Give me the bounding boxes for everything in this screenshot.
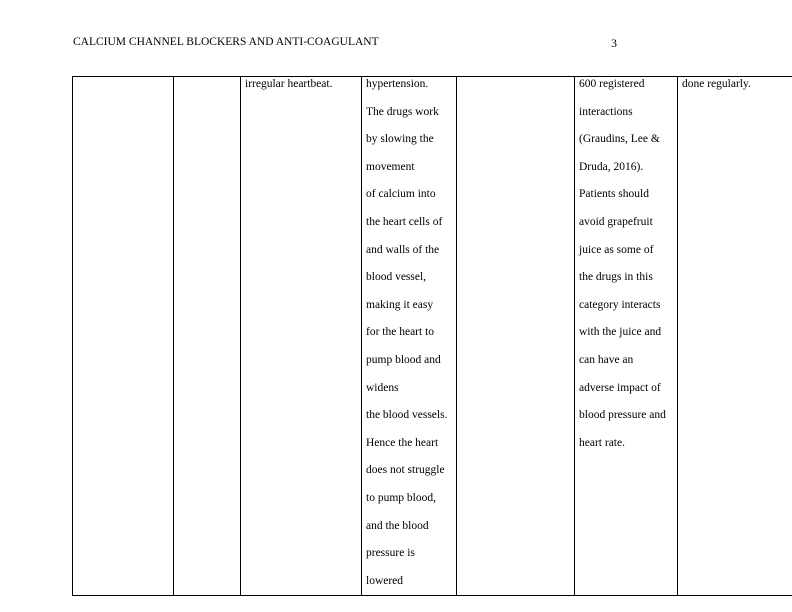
cell-text-line: 600 registered [579,78,645,90]
table-cell-5 [457,77,575,596]
cell-text-line: heart rate. [579,436,625,449]
cell-text-line: Hence the heart [366,436,439,449]
cell-text-line: juice as some of [579,243,654,256]
cell-text-line: to pump blood, [366,491,436,504]
cell-text-line: lowered [366,574,404,587]
page-number: 3 [611,36,617,50]
table-cell-7 [678,77,792,596]
cell-text-line: the heart cells of [366,215,443,228]
running-header-title: CALCIUM CHANNEL BLOCKERS AND ANTI-COAGULANT [73,36,379,48]
cell-text-line: avoid grapefruit [579,215,653,228]
cell-text-line: by slowing the [366,133,434,146]
cell-text-line: of calcium into [366,188,436,201]
cell-text-line: for the heart to [366,326,435,339]
cell-text-line: and the blood [366,519,429,532]
table-cell-2 [174,77,241,596]
cell-text-line: does not struggle [366,464,445,477]
table-row [73,77,792,596]
cell-text-line: movement [366,160,415,173]
table-cell-4 [362,77,457,596]
cell-text-line: category interacts [579,298,661,311]
cell-text-line: pressure is [366,547,415,560]
cell-text-line: done regularly. [682,78,751,90]
cell-text-line: widens [366,381,399,394]
table-cell-3 [241,77,362,596]
table-cell-1 [73,77,174,596]
cell-text-line: pump blood and [366,353,441,366]
cell-text-line: Patients should [579,188,649,201]
cell-text-line: irregular heartbeat. [245,78,333,90]
cell-text-line: and walls of the [366,243,440,256]
cell-text-line: Druda, 2016). [579,160,644,173]
cell-text-line: (Graudins, Lee & [579,133,660,146]
cell-text-line: with the juice and [579,326,662,339]
data-table [72,76,792,596]
cell-text-line: blood vessel, [366,271,427,284]
table-cell-6 [575,77,678,596]
cell-text-line: making it easy [366,298,434,311]
cell-text-line: can have an [579,353,634,366]
cell-text-line: the blood vessels. [366,409,448,422]
cell-text-line: hypertension. [366,78,429,90]
cell-text-line: blood pressure and [579,409,666,422]
cell-text-line: the drugs in this [579,271,653,284]
cell-text-line: adverse impact of [579,381,661,394]
cell-text-line: The drugs work [366,105,439,118]
cell-text-line: interactions [579,105,633,118]
